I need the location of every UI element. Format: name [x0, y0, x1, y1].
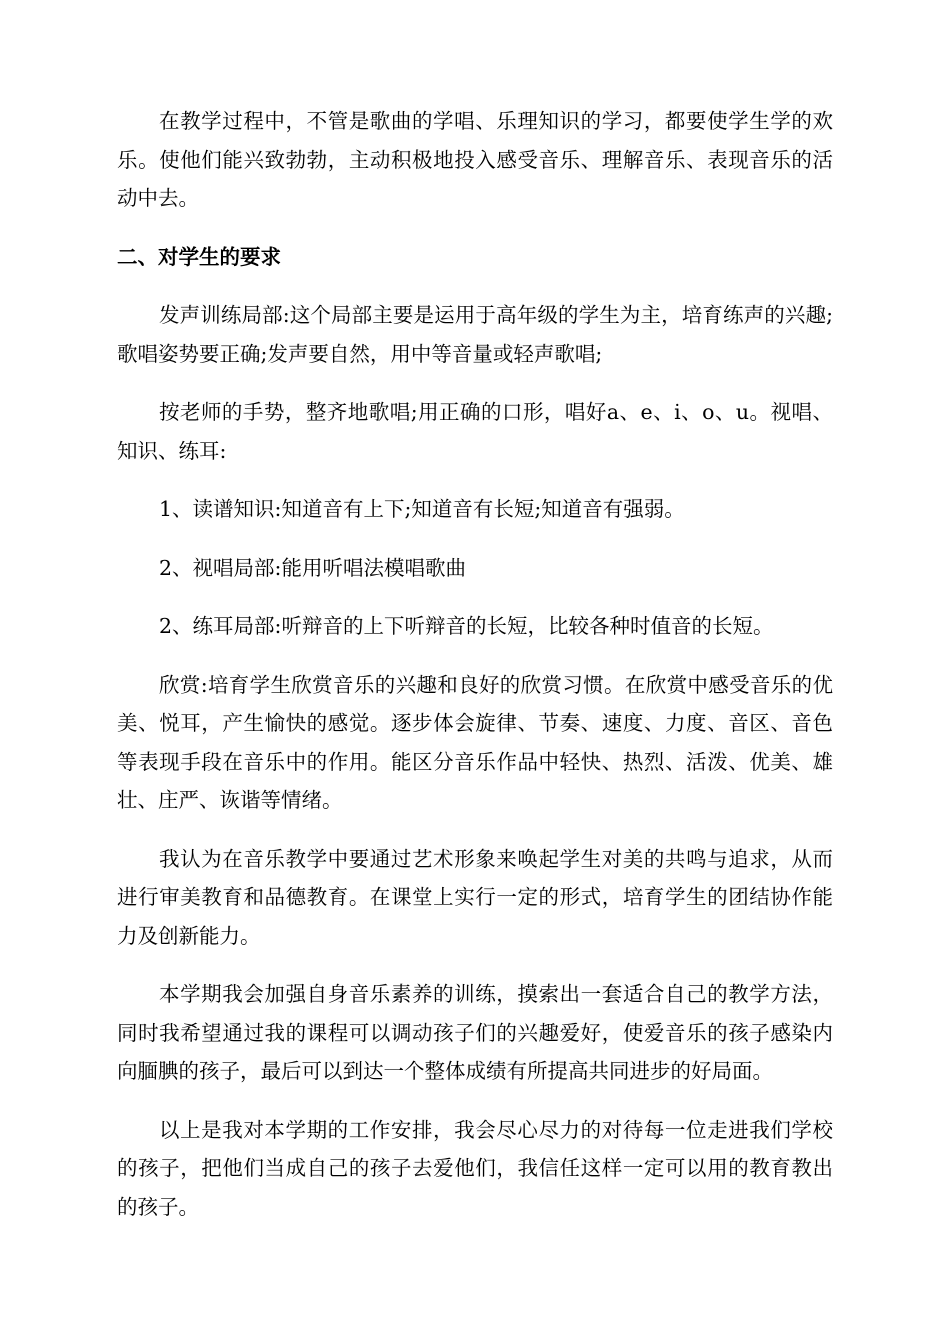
paragraph-ear-training: 2、练耳局部:听辩音的上下听辩音的长短，比较各种时值音的长短。 [159, 614, 774, 638]
section-heading-student-requirements: 二、对学生的要求 [117, 244, 281, 269]
document-page [117, 102, 833, 1246]
paragraph-conclusion: 以上是我对本学期的工作安排，我会尽心尽力的对待每一位走进我们学校的孩子，把他们当成自己的孩子去爱他们，我信任这样一定可以用的教育教出的孩子。 [117, 1117, 833, 1219]
paragraph-semester-plan: 本学期我会加强自身音乐素养的训练，摸索出一套适合自己的教学方法，同时我希望通过我的课程可以调动孩子们的兴趣爱好，使爱音乐的孩子感染内向腼腆的孩子，最后可以到达一个整体成绩有所提高共同进步的好局面。 [117, 982, 833, 1083]
paragraph-sight-singing: 2、视唱局部:能用听唱法模唱歌曲 [159, 555, 466, 580]
paragraph-appreciation: 欣赏:培育学生欣赏音乐的兴趣和良好的欣赏习惯。在欣赏中感受音乐的优美、悦耳，产生愉快的感觉。逐步体会旋律、节奏、速度、力度、音区、音色等表现手段在音乐中的作用。能区分音乐作品中轻快、热烈、活泼、优美、雄壮、庄严、诙谐等情绪。 [117, 672, 833, 812]
paragraph-singing-gestures: 按老师的手势，整齐地歌唱;用正确的口形，唱好a、e、i、o、u。视唱、知识、练耳: [117, 400, 833, 463]
paragraph-notation-knowledge: 1、读谱知识:知道音有上下;知道音有长短;知道音有强弱。 [159, 497, 685, 521]
paragraph-vocal-training: 发声训练局部:这个局部主要是运用于高年级的学生为主，培育练声的兴趣;歌唱姿势要正确;发声要自然，用中等音量或轻声歌唱; [117, 303, 833, 366]
paragraph-aesthetic-education: 我认为在音乐教学中要通过艺术形象来唤起学生对美的共鸣与追求，从而进行审美教育和品德教育。在课堂上实行一定的形式，培育学生的团结协作能力及创新能力。 [117, 846, 833, 948]
paragraph-teaching-process: 在教学过程中，不管是歌曲的学唱、乐理知识的学习，都要使学生学的欢乐。使他们能兴致勃勃，主动积极地投入感受音乐、理解音乐、表现音乐的活动中去。 [117, 109, 833, 210]
